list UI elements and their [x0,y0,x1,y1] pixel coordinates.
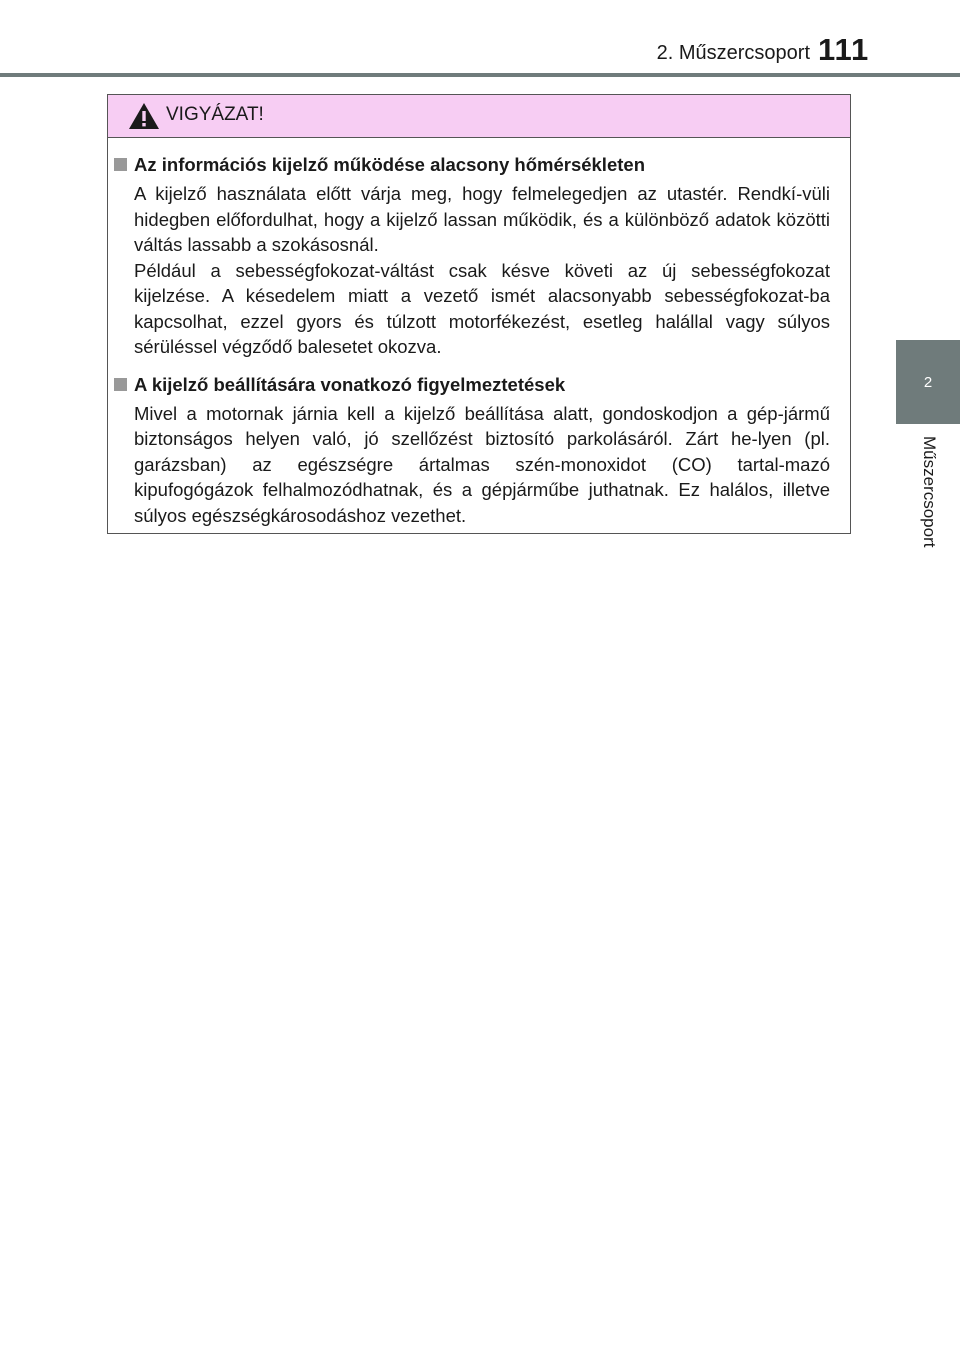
caution-title: VIGYÁZAT! [166,104,264,125]
chapter-side-label: Műszercsoport [920,436,939,548]
running-header-title: 2. Műszercsoport [656,42,810,64]
section-heading-text: A kijelző beállítására vonatkozó figyelmeztetések [134,373,566,395]
chapter-tab [896,340,960,424]
section-heading [114,152,830,177]
caution-section [114,152,830,360]
section-heading-text: Az információs kijelző működése alacsony hőmérsékleten [134,154,645,175]
section-paragraph: Mivel a motornak járnia kell a kijelző beállítása alatt, gondoskodjon a gép-jármű biztonságos helyen való, jó szellőzést biztosító parkolásáról. Zárt he-lyen (pl. garázsban) az egészségre ártalmas szén-monoxidot (CO) tartal-mazó kipufogógázok felhalmozódhatnak, és a gépjárműbe juthatnak. Ez halálos, illetve súlyos egészségkárosodáshoz vezethet. [134,402,830,526]
section-text [114,181,830,360]
warning-triangle-icon [128,102,160,130]
page-number: 111 [818,32,870,67]
section-heading [114,372,830,397]
section-paragraph: A kijelző használata előtt várja meg, hogy felmelegedjen az utastér. Rendkí-vüli hidegben előfordulhat, hogy a kijelző lassan működik, és a különböző adatok közötti váltás lassabb a szokásosnál. [134,183,830,255]
chapter-tab-number: 2 [923,373,933,391]
section-text [114,401,830,529]
bullet-square-icon [114,158,127,171]
section-paragraph: Például a sebességfokozat-váltást csak késve követi az új sebességfokozat kijelzése. A késedelem miatt a vezető ismét alacsonyabb sebességfokozat-ba kapcsolhat, ezzel gyors és túlzott motorfékezést, esetleg halállal vagy súlyos sérüléssel végződő balesetet okozva. [134,259,830,357]
caution-section [114,372,830,529]
header-rule [0,73,960,77]
caution-box [107,94,851,534]
caution-body [108,138,850,528]
bullet-square-icon [114,378,127,391]
caution-header [108,95,850,138]
